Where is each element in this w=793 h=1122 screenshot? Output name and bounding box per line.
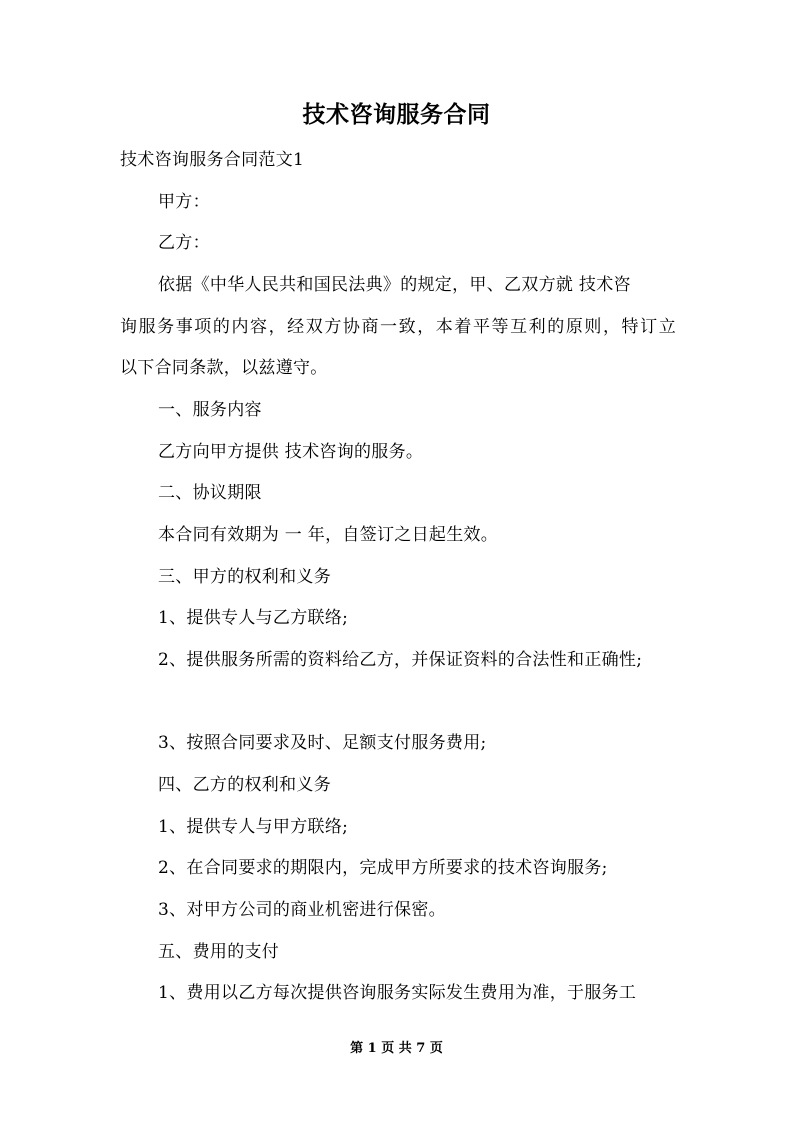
section-4-item-1: 1、提供专人与甲方联络; bbox=[158, 817, 349, 837]
section-5-heading: 五、费用的支付 bbox=[158, 942, 280, 962]
section-4-heading: 四、乙方的权利和义务 bbox=[158, 775, 331, 795]
intro-paragraph-line-3: 以下合同条款，以兹遵守。 bbox=[120, 358, 328, 378]
page-number-footer: 第 1 页 共 7 页 bbox=[350, 1041, 443, 1056]
document-subtitle: 技术咨询服务合同范文1 bbox=[120, 150, 305, 170]
intro-paragraph-line-1: 依据《中华人民共和国民法典》的规定，甲、乙双方就 技术咨 bbox=[158, 275, 631, 295]
section-3-heading: 三、甲方的权利和义务 bbox=[158, 567, 331, 587]
party-b-label: 乙方： bbox=[158, 233, 210, 253]
section-1-heading: 一、服务内容 bbox=[158, 400, 262, 420]
document-title: 技术咨询服务合同 bbox=[302, 101, 491, 128]
section-4-item-3: 3、对甲方公司的商业机密进行保密。 bbox=[158, 900, 446, 920]
intro-paragraph-line-2: 询服务事项的内容，经双方协商一致，本着平等互利的原则，特订立 bbox=[120, 317, 676, 337]
section-3-item-1: 1、提供专人与乙方联络; bbox=[158, 608, 349, 628]
section-3-item-2: 2、提供服务所需的资料给乙方，并保证资料的合法性和正确性; bbox=[158, 650, 643, 670]
section-5-item-1: 1、费用以乙方每次提供咨询服务实际发生费用为准，于服务工 bbox=[158, 983, 637, 1003]
section-3-item-3: 3、按照合同要求及时、足额支付服务费用; bbox=[158, 733, 487, 753]
section-2-heading: 二、协议期限 bbox=[158, 483, 262, 503]
section-1-text: 乙方向甲方提供 技术咨询的服务。 bbox=[158, 442, 424, 462]
section-4-item-2: 2、在合同要求的期限内，完成甲方所要求的技术咨询服务; bbox=[158, 858, 608, 878]
party-a-label: 甲方： bbox=[158, 192, 210, 212]
section-2-text: 本合同有效期为 一 年，自签订之日起生效。 bbox=[158, 525, 499, 545]
